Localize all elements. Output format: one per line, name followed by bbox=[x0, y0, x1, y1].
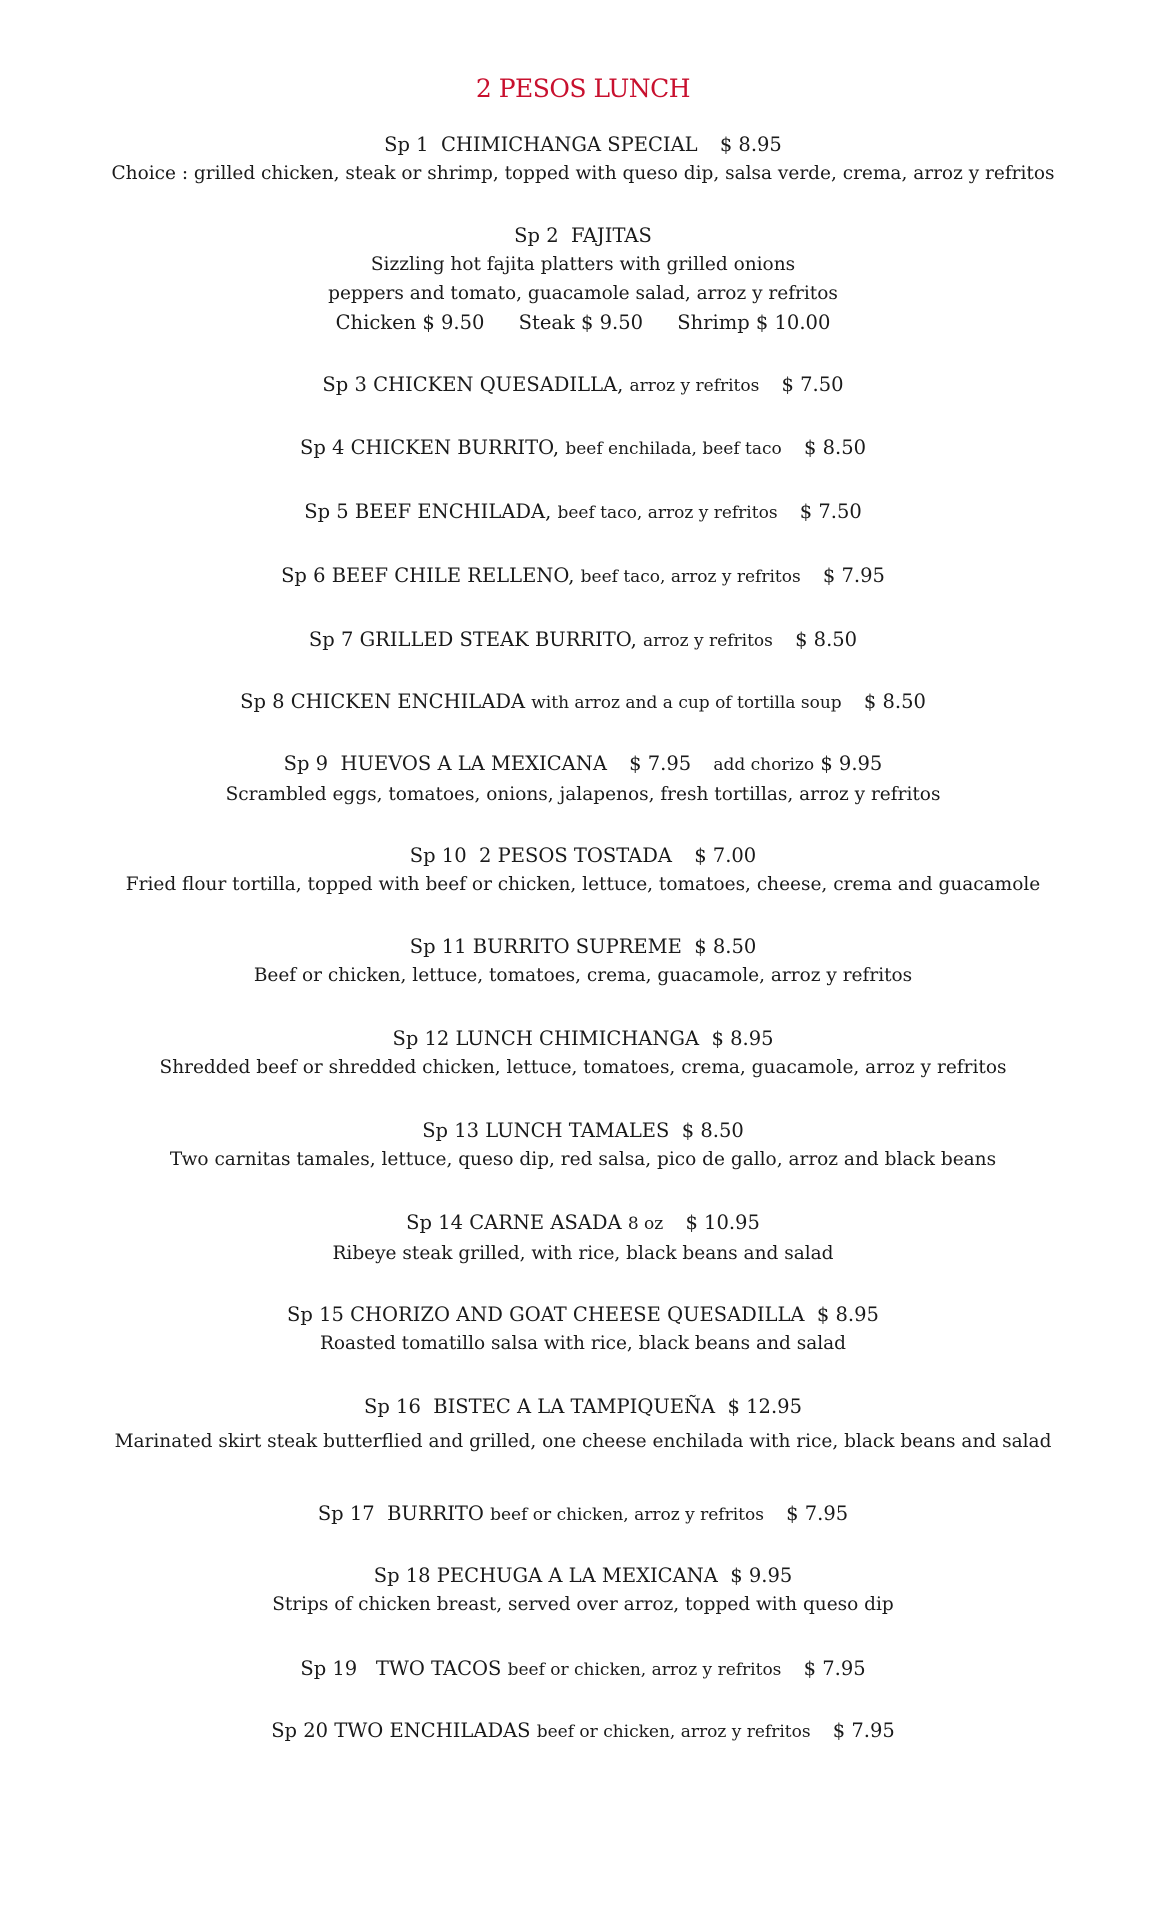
item-heading bbox=[0, 1716, 1166, 1747]
menu-item-sp19 bbox=[0, 1654, 1166, 1685]
menu-item-sp1 bbox=[0, 130, 1166, 188]
item-heading bbox=[0, 130, 1166, 159]
item-addon: add chorizo bbox=[713, 755, 815, 775]
item-name: CHICKEN BURRITO, bbox=[350, 436, 560, 459]
item-description: Sizzling hot fajita platters with grilled onions bbox=[370, 254, 796, 275]
item-name: LUNCH CHIMICHANGA bbox=[455, 1027, 700, 1050]
menu-item-sp12 bbox=[0, 1024, 1166, 1082]
item-name: BISTEC A LA TAMPIQUEÑA bbox=[433, 1395, 716, 1418]
item-code: Sp 2 bbox=[514, 224, 559, 247]
item-heading bbox=[0, 370, 1166, 401]
menu-item-sp4 bbox=[0, 433, 1166, 464]
menu-item-sp18 bbox=[0, 1561, 1166, 1619]
item-name: CHICKEN ENCHILADA bbox=[290, 690, 526, 713]
item-description: Shredded beef or shredded chicken, lettuce, tomatoes, crema, guacamole, arroz y refritos bbox=[159, 1057, 1007, 1078]
item-name: PECHUGA A LA MEXICANA bbox=[436, 1564, 718, 1587]
item-price: $ 8.50 bbox=[863, 690, 926, 713]
item-name: LUNCH TAMALES bbox=[485, 1119, 670, 1142]
menu-item-sp16 bbox=[0, 1392, 1166, 1456]
item-name: CHORIZO AND GOAT CHEESE QUESADILLA bbox=[350, 1303, 805, 1326]
item-detail: with arroz and a cup of tortilla soup bbox=[531, 693, 842, 713]
menu-item-sp15 bbox=[0, 1300, 1166, 1358]
item-detail: beef or chicken, arroz y refritos bbox=[507, 1660, 782, 1680]
item-name: BEEF CHILE RELLENO, bbox=[331, 564, 575, 587]
item-detail: beef taco, arroz y refritos bbox=[580, 567, 801, 587]
item-heading bbox=[0, 1499, 1166, 1530]
item-description: Beef or chicken, lettuce, tomatoes, crema, guacamole, arroz y refritos bbox=[253, 965, 913, 986]
menu-item-sp13 bbox=[0, 1116, 1166, 1174]
item-price: $ 7.50 bbox=[781, 373, 844, 396]
item-price: $ 12.95 bbox=[727, 1395, 802, 1418]
menu-item-sp2 bbox=[0, 221, 1166, 337]
item-code: Sp 15 bbox=[287, 1303, 344, 1326]
item-code: Sp 6 bbox=[281, 564, 326, 587]
menu-item-sp17 bbox=[0, 1499, 1166, 1530]
menu-item-sp11 bbox=[0, 932, 1166, 990]
item-heading bbox=[0, 1654, 1166, 1685]
item-description: Scrambled eggs, tomatoes, onions, jalapenos, fresh tortillas, arroz y refritos bbox=[225, 784, 941, 805]
item-name: TWO ENCHILADAS bbox=[334, 1719, 531, 1742]
menu-item-sp14 bbox=[0, 1208, 1166, 1268]
item-price-options bbox=[0, 308, 1166, 337]
item-code: Sp 20 bbox=[271, 1719, 329, 1742]
option-label: Shrimp bbox=[677, 311, 750, 334]
item-code: Sp 3 bbox=[322, 373, 367, 396]
item-description: Ribeye steak grilled, with rice, black beans and salad bbox=[332, 1243, 834, 1264]
item-heading bbox=[0, 1208, 1166, 1239]
item-heading bbox=[0, 221, 1166, 250]
item-price: $ 8.95 bbox=[719, 133, 782, 156]
item-price: $ 7.95 bbox=[629, 752, 692, 775]
item-heading bbox=[0, 497, 1166, 528]
menu-item-sp5 bbox=[0, 497, 1166, 528]
item-name: GRILLED STEAK BURRITO, bbox=[359, 628, 637, 651]
item-price: $ 7.95 bbox=[822, 564, 885, 587]
item-code: Sp 7 bbox=[308, 628, 354, 651]
item-detail: arroz y refritos bbox=[629, 376, 760, 396]
option-label: Steak bbox=[518, 311, 575, 334]
menu-item-sp10 bbox=[0, 841, 1166, 899]
menu-item-sp9 bbox=[0, 749, 1166, 809]
option-price: $ 9.50 bbox=[581, 311, 644, 334]
item-description: peppers and tomato, guacamole salad, arroz y refritos bbox=[328, 283, 838, 304]
item-code: Sp 13 bbox=[422, 1119, 480, 1142]
item-detail: arroz y refritos bbox=[643, 631, 773, 651]
item-heading bbox=[0, 687, 1166, 718]
item-heading bbox=[0, 1116, 1166, 1145]
item-code: Sp 1 bbox=[384, 133, 429, 156]
item-size: 8 oz bbox=[627, 1214, 664, 1234]
item-price: $ 7.95 bbox=[803, 1657, 866, 1680]
item-description: Roasted tomatillo salsa with rice, black beans and salad bbox=[319, 1333, 847, 1354]
item-price: $ 8.95 bbox=[711, 1027, 774, 1050]
menu-item-sp7 bbox=[0, 625, 1166, 656]
item-description: Strips of chicken breast, served over arroz, topped with queso dip bbox=[272, 1594, 894, 1615]
item-name: CHIMICHANGA SPECIAL bbox=[441, 133, 698, 156]
item-name: TWO TACOS bbox=[375, 1657, 502, 1680]
item-price: $ 8.50 bbox=[795, 628, 858, 651]
item-name: CARNE ASADA bbox=[469, 1211, 622, 1234]
item-detail: beef enchilada, beef taco bbox=[565, 439, 782, 459]
item-code: Sp 17 bbox=[317, 1502, 375, 1525]
item-price: $ 7.50 bbox=[799, 500, 862, 523]
item-addon-price: $ 9.95 bbox=[820, 752, 883, 775]
item-code: Sp 14 bbox=[406, 1211, 463, 1234]
item-description: Choice : grilled chicken, steak or shrimp, topped with queso dip, salsa verde, crema, arroz y refritos bbox=[111, 163, 1055, 184]
item-name: FAJITAS bbox=[571, 224, 652, 247]
item-price: $ 7.95 bbox=[786, 1502, 849, 1525]
item-name: BEEF ENCHILADA, bbox=[354, 500, 552, 523]
item-price: $ 7.95 bbox=[832, 1719, 895, 1742]
item-heading bbox=[0, 433, 1166, 464]
item-code: Sp 18 bbox=[373, 1564, 431, 1587]
item-description: Marinated skirt steak butterflied and grilled, one cheese enchilada with rice, black beans and salad bbox=[114, 1431, 1052, 1452]
option-price: $ 9.50 bbox=[422, 311, 485, 334]
item-name: BURRITO bbox=[387, 1502, 484, 1525]
item-price: $ 10.95 bbox=[685, 1211, 760, 1234]
item-name: HUEVOS A LA MEXICANA bbox=[340, 752, 607, 775]
menu-item-sp6 bbox=[0, 561, 1166, 592]
menu-title: 2 PESOS LUNCH bbox=[475, 74, 691, 103]
item-price: $ 7.00 bbox=[694, 844, 757, 867]
item-code: Sp 16 bbox=[364, 1395, 421, 1418]
item-description: Fried flour tortilla, topped with beef or chicken, lettuce, tomatoes, cheese, crema and guacamole bbox=[125, 874, 1041, 895]
item-heading bbox=[0, 1561, 1166, 1590]
option-label: Chicken bbox=[335, 311, 417, 334]
item-heading bbox=[0, 749, 1166, 780]
item-code: Sp 5 bbox=[304, 500, 349, 523]
item-code: Sp 12 bbox=[392, 1027, 450, 1050]
item-code: Sp 19 bbox=[300, 1657, 358, 1680]
item-code: Sp 9 bbox=[283, 752, 329, 775]
item-code: Sp 11 bbox=[409, 935, 467, 958]
item-heading bbox=[0, 932, 1166, 961]
item-heading bbox=[0, 561, 1166, 592]
item-price: $ 8.50 bbox=[681, 1119, 744, 1142]
menu-item-sp8 bbox=[0, 687, 1166, 718]
item-name: BURRITO SUPREME bbox=[472, 935, 682, 958]
item-detail: beef or chicken, arroz y refritos bbox=[490, 1505, 764, 1525]
item-heading bbox=[0, 1392, 1166, 1421]
item-code: Sp 4 bbox=[299, 436, 345, 459]
item-price: $ 8.50 bbox=[694, 935, 757, 958]
item-price: $ 8.95 bbox=[816, 1303, 879, 1326]
item-code: Sp 8 bbox=[240, 690, 285, 713]
item-code: Sp 10 bbox=[409, 844, 467, 867]
item-name: CHICKEN QUESADILLA, bbox=[373, 373, 624, 396]
item-name: 2 PESOS TOSTADA bbox=[479, 844, 672, 867]
option-price: $ 10.00 bbox=[755, 311, 831, 334]
menu-item-sp3 bbox=[0, 370, 1166, 401]
item-detail: beef or chicken, arroz y refritos bbox=[536, 1722, 811, 1742]
item-description: Two carnitas tamales, lettuce, queso dip, red salsa, pico de gallo, arroz and black beans bbox=[169, 1149, 997, 1170]
item-detail: beef taco, arroz y refritos bbox=[557, 503, 778, 523]
item-price: $ 8.50 bbox=[803, 436, 867, 459]
item-heading bbox=[0, 1024, 1166, 1053]
item-price: $ 9.95 bbox=[730, 1564, 793, 1587]
item-heading bbox=[0, 1300, 1166, 1329]
item-heading bbox=[0, 841, 1166, 870]
menu-item-sp20 bbox=[0, 1716, 1166, 1747]
item-heading bbox=[0, 625, 1166, 656]
